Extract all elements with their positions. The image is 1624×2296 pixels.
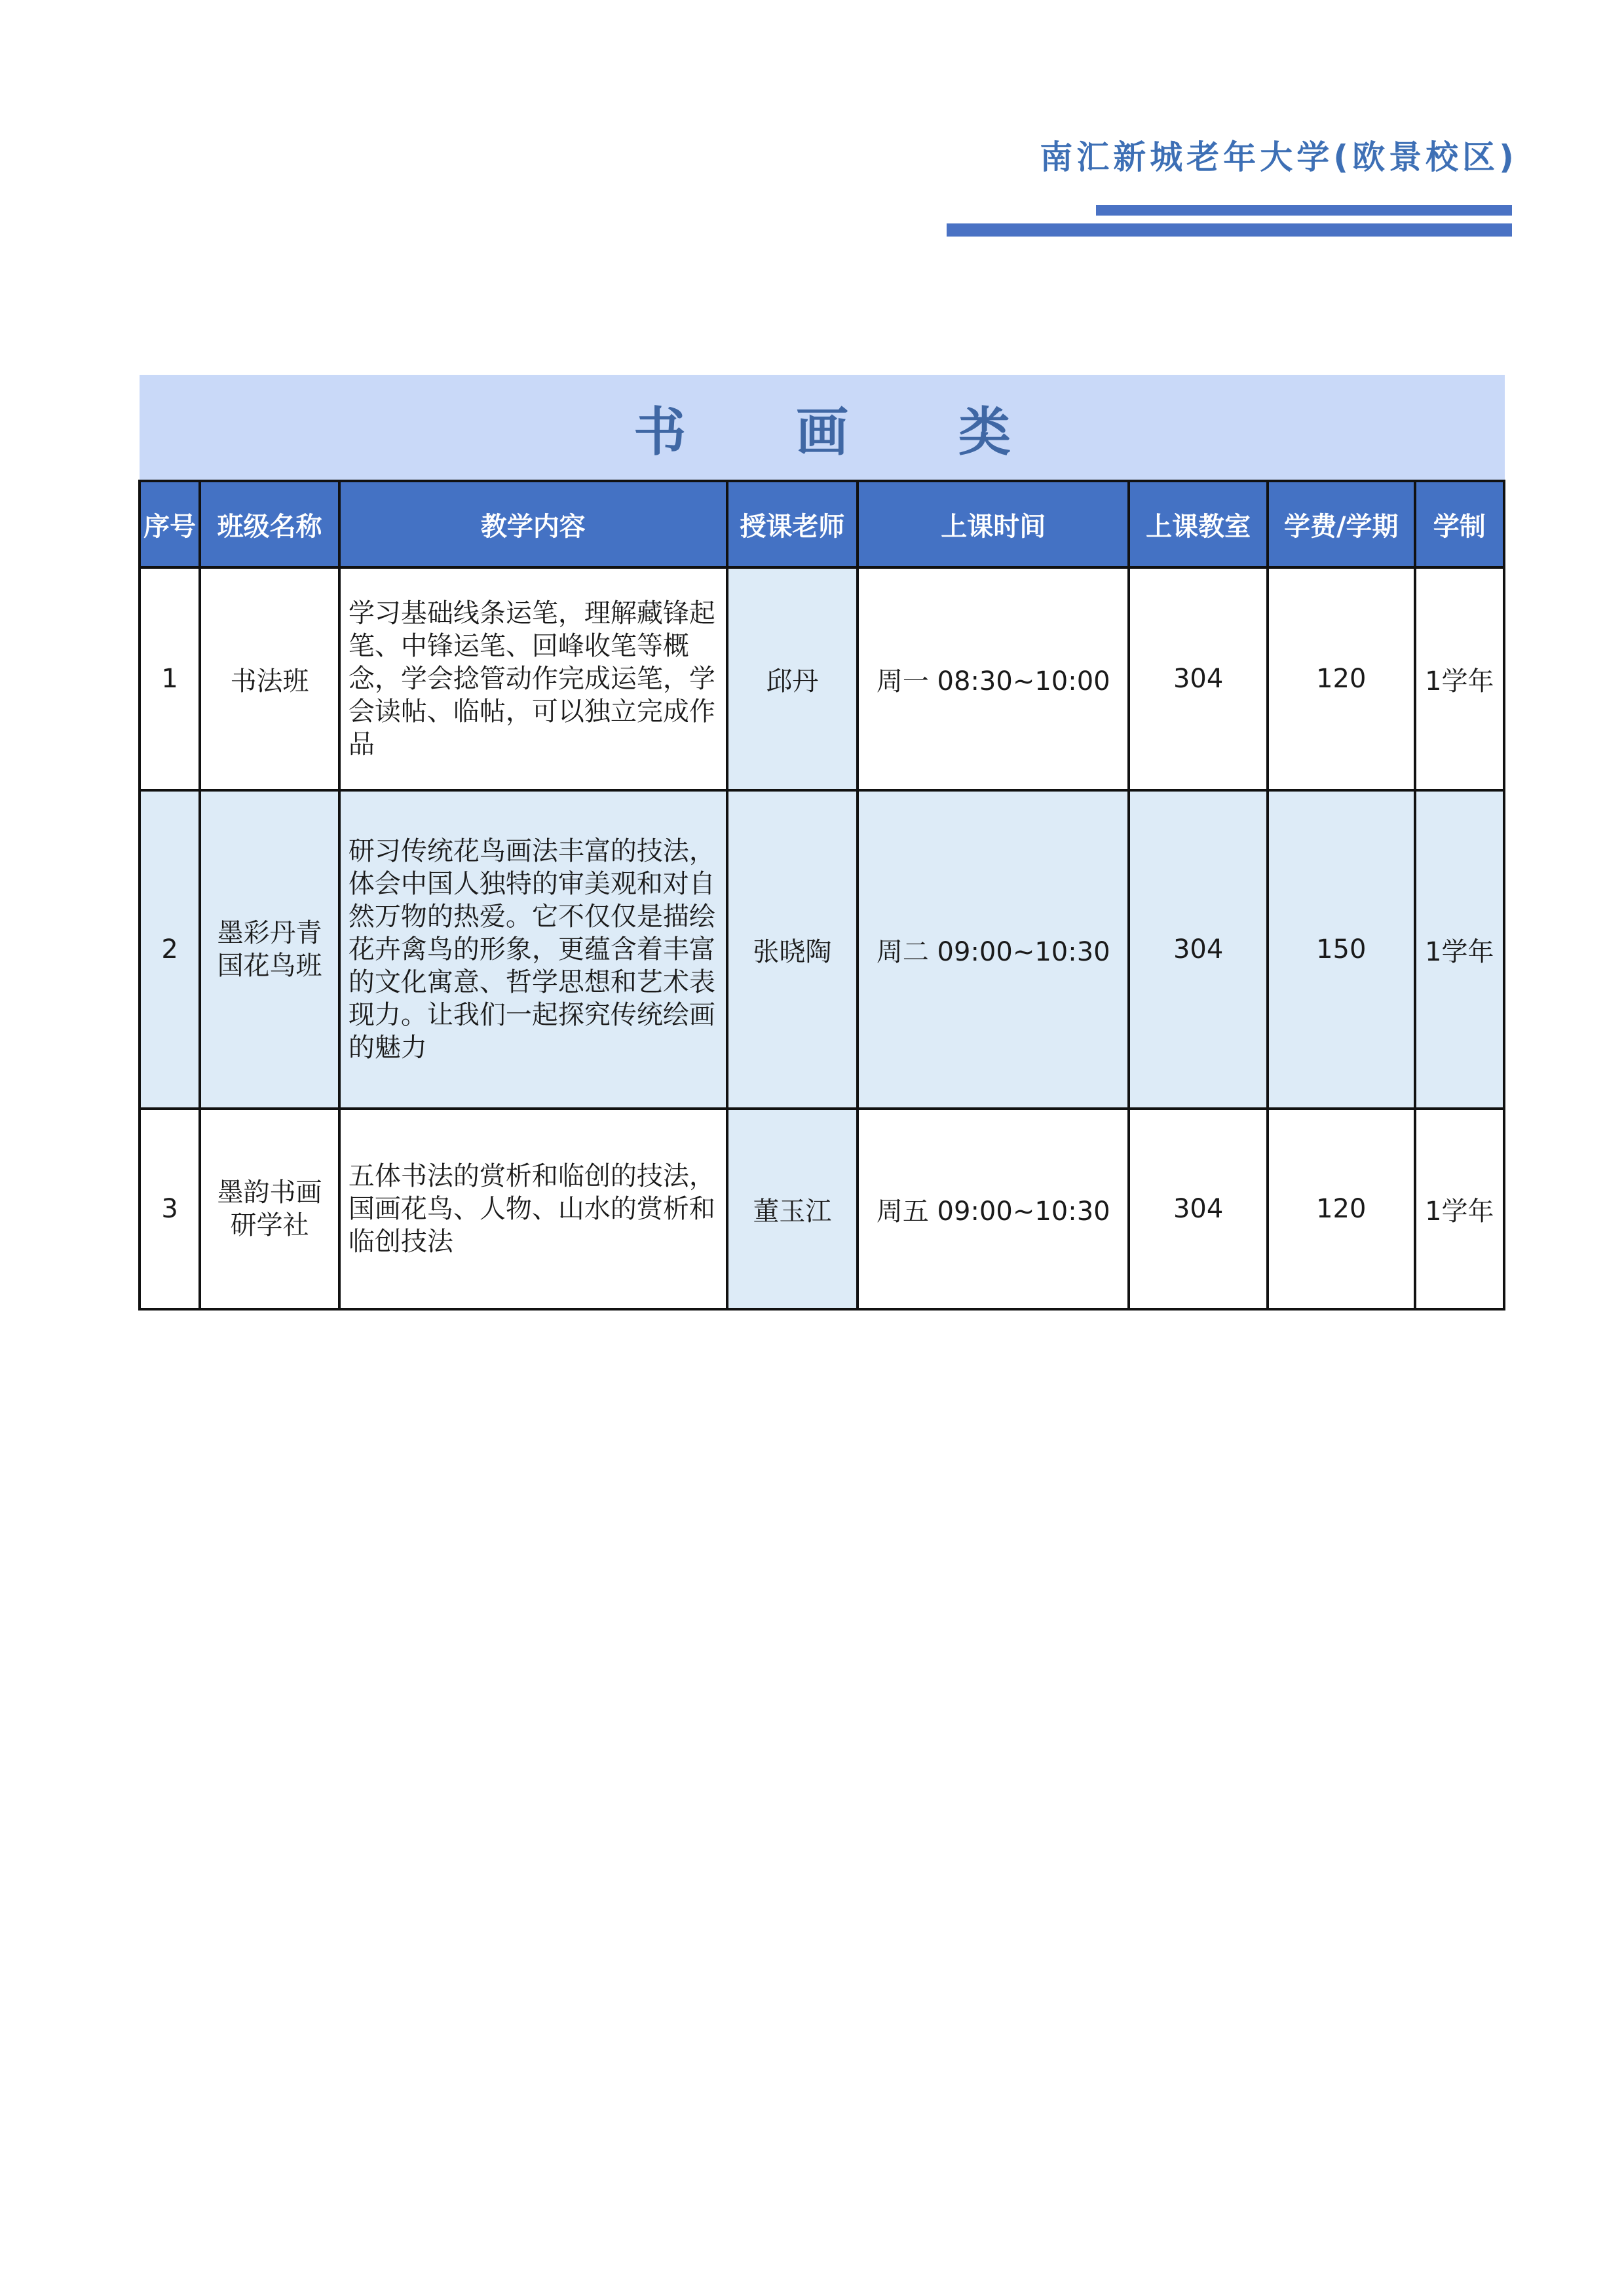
cell-teacher: 张晓陶 — [727, 790, 858, 1109]
category-title: 书 画 类 — [140, 375, 1505, 480]
course-table — [138, 480, 1505, 1311]
cell-content: 五体书法的赏析和临创的技法，国画花鸟、人物、山水的赏析和临创技法 — [339, 1109, 727, 1309]
cell-class: 墨彩丹青国花鸟班 — [200, 790, 339, 1109]
col-header-content: 教学内容 — [339, 481, 727, 567]
table-row — [140, 790, 1504, 1109]
cell-teacher: 邱丹 — [727, 567, 858, 790]
cell-time: 周一 08:30~10:00 — [858, 567, 1129, 790]
cell-room: 304 — [1129, 790, 1268, 1109]
col-header-room: 上课教室 — [1129, 481, 1268, 567]
cell-room: 304 — [1129, 567, 1268, 790]
col-header-no: 序号 — [140, 481, 200, 567]
cell-no: 1 — [140, 567, 200, 790]
cell-fee: 120 — [1268, 567, 1415, 790]
cell-fee: 150 — [1268, 790, 1415, 1109]
cell-no: 2 — [140, 790, 200, 1109]
cell-content: 研习传统花鸟画法丰富的技法，体会中国人独特的审美观和对自然万物的热爱。它不仅仅是描绘花卉禽鸟的形象，更蕴含着丰富的文化寓意、哲学思想和艺术表现力。让我们一起探究传统绘画的魅力 — [339, 790, 727, 1109]
cell-duration: 1学年 — [1415, 567, 1504, 790]
col-header-teacher: 授课老师 — [727, 481, 858, 567]
col-header-duration: 学制 — [1415, 481, 1504, 567]
table-header-row — [140, 481, 1504, 567]
cell-class: 书法班 — [200, 567, 339, 790]
col-header-time: 上课时间 — [858, 481, 1129, 567]
cell-teacher: 董玉江 — [727, 1109, 858, 1309]
cell-time: 周二 09:00~10:30 — [858, 790, 1129, 1109]
header-rule-bottom — [947, 223, 1512, 237]
cell-no: 3 — [140, 1109, 200, 1309]
school-name: 南汇新城老年大学(欧景校区) — [1040, 138, 1518, 176]
cell-class: 墨韵书画研学社 — [200, 1109, 339, 1309]
cell-content: 学习基础线条运笔，理解藏锋起笔、中锋运笔、回峰收笔等概念，学会捻管动作完成运笔，学会读帖、临帖，可以独立完成作品 — [339, 567, 727, 790]
table-row — [140, 1109, 1504, 1309]
cell-time: 周五 09:00~10:30 — [858, 1109, 1129, 1309]
cell-duration: 1学年 — [1415, 1109, 1504, 1309]
table-row — [140, 567, 1504, 790]
cell-room: 304 — [1129, 1109, 1268, 1309]
col-header-fee: 学费/学期 — [1268, 481, 1415, 567]
cell-fee: 120 — [1268, 1109, 1415, 1309]
cell-duration: 1学年 — [1415, 790, 1504, 1109]
col-header-class: 班级名称 — [200, 481, 339, 567]
header-rule-top — [1096, 205, 1512, 216]
